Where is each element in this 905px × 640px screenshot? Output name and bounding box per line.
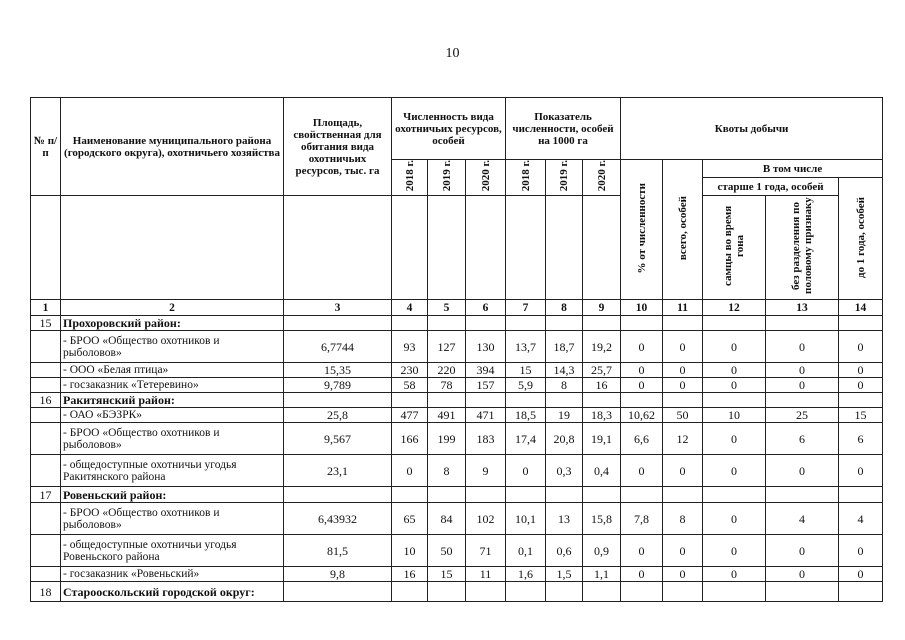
cell-area: 6,43932 — [284, 503, 392, 535]
cell-d18: 18,5 — [506, 408, 546, 423]
column-number-row: 1 2 3 4 5 6 7 8 9 10 11 12 13 14 — [31, 300, 883, 316]
cell-d19: 8 — [546, 378, 583, 393]
cell-total: 50 — [663, 408, 703, 423]
cell-area: 15,35 — [284, 363, 392, 378]
cell-c20: 9 — [466, 455, 506, 487]
col-no-header: № п/п — [31, 98, 61, 196]
density-2018-header: 2018 г. — [519, 160, 532, 192]
table-row — [31, 503, 883, 535]
cell-males: 0 — [703, 331, 766, 363]
cell-d20: 16 — [583, 378, 621, 393]
col-area-header: Площадь, свойственная для обитания вида охотничьих ресурсов, тыс. га — [284, 98, 392, 196]
cell-c20: 394 — [466, 363, 506, 378]
district-number: 15 — [31, 316, 61, 331]
cell-young: 4 — [839, 503, 883, 535]
hunting-ground-name: - ОАО «БЭЗРК» — [61, 408, 284, 423]
district-row — [31, 582, 883, 602]
quota-table — [30, 97, 883, 602]
table-row — [31, 363, 883, 378]
table-row — [31, 567, 883, 582]
cell-total: 8 — [663, 503, 703, 535]
cell-c19: 199 — [428, 423, 466, 455]
cell-d18: 5,9 — [506, 378, 546, 393]
cell-total: 0 — [663, 567, 703, 582]
page-number: 10 — [445, 46, 460, 61]
cell-nosex: 0 — [766, 378, 839, 393]
cell-d20: 25,7 — [583, 363, 621, 378]
pct-header: % от численности — [635, 182, 648, 274]
cell-area: 6,7744 — [284, 331, 392, 363]
cell-nosex: 25 — [766, 408, 839, 423]
cell-total: 0 — [663, 363, 703, 378]
cell-c19: 50 — [428, 535, 466, 567]
cell-area: 23,1 — [284, 455, 392, 487]
cell-pct: 0 — [621, 363, 663, 378]
district-name: Прохоровский район: — [61, 316, 284, 331]
count-2018-header: 2018 г. — [403, 160, 416, 192]
cell-d18: 17,4 — [506, 423, 546, 455]
cell-c20: 71 — [466, 535, 506, 567]
cell-c19: 8 — [428, 455, 466, 487]
cell-males: 0 — [703, 567, 766, 582]
cell-d18: 1,6 — [506, 567, 546, 582]
cell-d20: 18,3 — [583, 408, 621, 423]
district-number: 16 — [31, 393, 61, 408]
cell-total: 0 — [663, 455, 703, 487]
cell-total: 0 — [663, 331, 703, 363]
cell-d18: 15 — [506, 363, 546, 378]
hunting-ground-name: - БРОО «Общество охотников и рыболовов» — [61, 423, 284, 455]
young-header: до 1 года, особей — [854, 196, 867, 278]
cell-total: 12 — [663, 423, 703, 455]
cell-pct: 6,6 — [621, 423, 663, 455]
cell-c18: 93 — [392, 331, 428, 363]
cell-c20: 102 — [466, 503, 506, 535]
density-2019-header: 2019 г. — [558, 160, 570, 192]
cell-males: 0 — [703, 503, 766, 535]
cell-males: 0 — [703, 455, 766, 487]
table-row — [31, 331, 883, 363]
cell-c18: 230 — [392, 363, 428, 378]
cell-area: 9,789 — [284, 378, 392, 393]
cell-d20: 19,1 — [583, 423, 621, 455]
cell-c19: 78 — [428, 378, 466, 393]
cell-d18: 0,1 — [506, 535, 546, 567]
cell-d19: 0,3 — [546, 455, 583, 487]
table-row — [31, 535, 883, 567]
table-row — [31, 455, 883, 487]
cell-d20: 15,8 — [583, 503, 621, 535]
hunting-ground-name: - госзаказник «Тетеревино» — [61, 378, 284, 393]
district-name: Ракитянский район: — [61, 393, 284, 408]
cell-c19: 15 — [428, 567, 466, 582]
cell-area: 25,8 — [284, 408, 392, 423]
district-name: Ровеньский район: — [61, 487, 284, 503]
nosex-header: без разделения по половому признаку — [790, 197, 815, 295]
cell-d20: 0,4 — [583, 455, 621, 487]
count-2020-header: 2020 г. — [479, 160, 492, 192]
cell-c18: 58 — [392, 378, 428, 393]
cell-d19: 0,6 — [546, 535, 583, 567]
hunting-ground-name: - госзаказник «Ровеньский» — [61, 567, 284, 582]
hunting-ground-name: - БРОО «Общество охотников и рыболовов» — [61, 503, 284, 535]
count-group-header: Численность вида охотничьих ресурсов, особей — [392, 98, 506, 160]
cell-c20: 157 — [466, 378, 506, 393]
cell-nosex: 0 — [766, 535, 839, 567]
cell-d18: 10,1 — [506, 503, 546, 535]
hunting-ground-name: - ООО «Белая птица» — [61, 363, 284, 378]
cell-males: 0 — [703, 423, 766, 455]
district-number: 18 — [31, 582, 61, 602]
cell-d19: 19 — [546, 408, 583, 423]
cell-d20: 19,2 — [583, 331, 621, 363]
cell-d19: 13 — [546, 503, 583, 535]
cell-nosex: 6 — [766, 423, 839, 455]
cell-young: 0 — [839, 567, 883, 582]
cell-young: 0 — [839, 535, 883, 567]
cell-c18: 0 — [392, 455, 428, 487]
col-name-header: Наименование муниципального района (городского округа), охотничьего хозяйства — [61, 98, 284, 196]
hunting-ground-name: - общедоступные охотничьи угодья Ракитянского района — [61, 455, 284, 487]
cell-pct: 10,62 — [621, 408, 663, 423]
cell-c20: 183 — [466, 423, 506, 455]
including-header: В том числе — [703, 160, 883, 178]
table-row — [31, 423, 883, 455]
cell-young: 0 — [839, 363, 883, 378]
cell-young: 0 — [839, 455, 883, 487]
cell-c20: 11 — [466, 567, 506, 582]
cell-d18: 0 — [506, 455, 546, 487]
cell-c19: 220 — [428, 363, 466, 378]
table-row — [31, 408, 883, 423]
cell-c20: 471 — [466, 408, 506, 423]
cell-nosex: 0 — [766, 363, 839, 378]
cell-d19: 20,8 — [546, 423, 583, 455]
cell-area: 9,8 — [284, 567, 392, 582]
cell-area: 81,5 — [284, 535, 392, 567]
cell-c18: 477 — [392, 408, 428, 423]
cell-d18: 13,7 — [506, 331, 546, 363]
males-header: самцы во время гона — [722, 205, 747, 287]
cell-d19: 18,7 — [546, 331, 583, 363]
cell-nosex: 0 — [766, 567, 839, 582]
density-group-header: Показатель численности, особей на 1000 га — [506, 98, 621, 160]
cell-d20: 0,9 — [583, 535, 621, 567]
hunting-ground-name: - БРОО «Общество охотников и рыболовов» — [61, 331, 284, 363]
total-header: всего, особей — [676, 195, 689, 261]
older-header: старше 1 года, особей — [703, 178, 839, 196]
cell-nosex: 0 — [766, 455, 839, 487]
cell-males: 10 — [703, 408, 766, 423]
cell-c19: 127 — [428, 331, 466, 363]
density-2020-header: 2020 г. — [595, 160, 608, 192]
cell-nosex: 0 — [766, 331, 839, 363]
hunting-ground-name: - общедоступные охотничьи угодья Ровеньского района — [61, 535, 284, 567]
count-2019-header: 2019 г. — [440, 160, 453, 192]
cell-young: 15 — [839, 408, 883, 423]
cell-pct: 0 — [621, 378, 663, 393]
cell-c20: 130 — [466, 331, 506, 363]
district-number: 17 — [31, 487, 61, 503]
district-row — [31, 487, 883, 503]
cell-c19: 84 — [428, 503, 466, 535]
cell-d20: 1,1 — [583, 567, 621, 582]
cell-total: 0 — [663, 378, 703, 393]
cell-pct: 7,8 — [621, 503, 663, 535]
cell-d19: 1,5 — [546, 567, 583, 582]
cell-total: 0 — [663, 535, 703, 567]
cell-c19: 491 — [428, 408, 466, 423]
cell-young: 0 — [839, 331, 883, 363]
cell-c18: 166 — [392, 423, 428, 455]
district-row — [31, 316, 883, 331]
district-row — [31, 393, 883, 408]
quota-group-header: Квоты добычи — [621, 98, 883, 160]
cell-c18: 16 — [392, 567, 428, 582]
cell-pct: 0 — [621, 567, 663, 582]
cell-males: 0 — [703, 535, 766, 567]
cell-d19: 14,3 — [546, 363, 583, 378]
cell-nosex: 4 — [766, 503, 839, 535]
cell-pct: 0 — [621, 455, 663, 487]
cell-young: 0 — [839, 378, 883, 393]
district-name: Старооскольский городской округ: — [61, 582, 284, 602]
cell-c18: 65 — [392, 503, 428, 535]
cell-pct: 0 — [621, 331, 663, 363]
cell-area: 9,567 — [284, 423, 392, 455]
cell-c18: 10 — [392, 535, 428, 567]
cell-pct: 0 — [621, 535, 663, 567]
cell-males: 0 — [703, 378, 766, 393]
table-row — [31, 378, 883, 393]
cell-young: 6 — [839, 423, 883, 455]
cell-males: 0 — [703, 363, 766, 378]
